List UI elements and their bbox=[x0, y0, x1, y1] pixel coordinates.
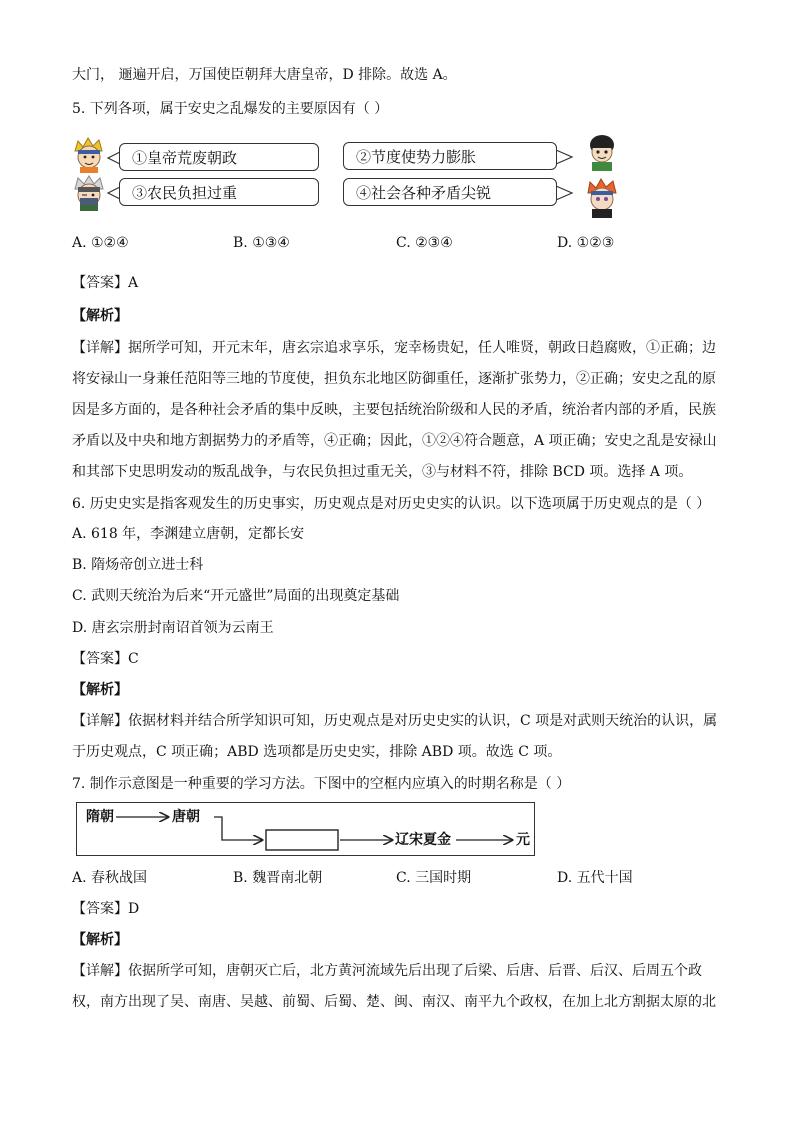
option-a: A. 618 年，李渊建立唐朝，定都长安 bbox=[72, 526, 305, 542]
explanation-line: 因是多方面的，是各种社会矛盾的集中反映，主要包括统治阶级和人民的矛盾，统治者内部的矛盾，民族 bbox=[72, 402, 716, 418]
question-5: 5. 下列各项，属于安史之乱爆发的主要原因有（ ） bbox=[72, 101, 389, 117]
explanation-line: 于历史观点，C 项正确；ABD 选项都是历史史实，排除 ABD 项。故选 C 项。 bbox=[72, 744, 562, 760]
explanation-line: 将安禄山一身兼任范阳等三地的节度使，担负东北地区防御重任，逐渐扩张势力，②正确；安史之乱的原 bbox=[72, 371, 716, 387]
explanation-line: 【详解】据所学可知，开元末年，唐玄宗追求享乐，宠幸杨贵妃，任人唯贤，朝政日趋腐败，①正确；边 bbox=[72, 340, 716, 356]
question-6: 6. 历史史实是指客观发生的历史事实，历史观点是对历史史实的认识。以下选项属于历史观点的是（ ） bbox=[72, 496, 711, 512]
option-d: D. 唐玄宗册封南诏首领为云南王 bbox=[72, 620, 274, 636]
question-7: 7. 制作示意图是一种重要的学习方法。下图中的空框内应填入的时期名称是（ ） bbox=[72, 776, 571, 792]
bubble-4: ④社会各种矛盾尖锐 bbox=[343, 178, 557, 206]
option-b: B. 隋炀帝创立进士科 bbox=[72, 557, 204, 573]
explanation-line: 和其部下史思明发动的叛乱战争，与农民负担过重无关，③与材料不符，排除 BCD 项。选择 A 项。 bbox=[72, 464, 693, 480]
explanation-line: 矛盾以及中央和地方割据势力的矛盾等，④正确；因此，①②④符合题意，A 项正确；安史之乱是安禄山 bbox=[72, 433, 717, 449]
analysis-label: 【解析】 bbox=[72, 682, 128, 698]
answer-label: 【答案】A bbox=[72, 275, 139, 291]
timeline-arrows bbox=[0, 790, 794, 860]
option-d: D. 五代十国 bbox=[557, 870, 633, 886]
analysis-label: 【解析】 bbox=[72, 932, 128, 948]
empty-answer-box bbox=[266, 830, 338, 850]
node-tang: 唐朝 bbox=[172, 809, 200, 825]
explanation-line: 【详解】依据材料并结合所学知识可知，历史观点是对历史史实的认识，C 项是对武则天统治的认识，属 bbox=[72, 713, 718, 729]
bubble-3: ③农民负担过重 bbox=[119, 178, 319, 206]
option-a: A. 春秋战国 bbox=[72, 870, 148, 886]
option-c: C. 三国时期 bbox=[396, 870, 472, 886]
bubble-1: ①皇帝荒废朝政 bbox=[119, 143, 319, 171]
answer-label: 【答案】C bbox=[72, 651, 139, 667]
explanation-line: 【详解】依据所学可知，唐朝灭亡后，北方黄河流域先后出现了后梁、后唐、后晋、后汉、后周五个政 bbox=[72, 963, 702, 979]
node-yuan: 元 bbox=[516, 832, 530, 848]
node-liao-song-xia-jin: 辽宋夏金 bbox=[395, 832, 451, 848]
answer-label: 【答案】D bbox=[72, 901, 140, 917]
node-sui: 隋朝 bbox=[86, 809, 114, 825]
option-c: C. 武则天统治为后来“开元盛世”局面的出现奠定基础 bbox=[72, 588, 400, 604]
option-b: B. ①③④ bbox=[233, 235, 290, 251]
option-c: C. ②③④ bbox=[396, 235, 453, 251]
option-d: D. ①②③ bbox=[557, 235, 615, 251]
option-a: A. ①②④ bbox=[72, 235, 129, 251]
text-line: 大门， 逦遍开启，万国使臣朝拜大唐皇帝，D 排除。故选 A。 bbox=[72, 67, 457, 83]
analysis-label: 【解析】 bbox=[72, 308, 128, 324]
bubble-2: ②节度使势力膨胀 bbox=[343, 142, 557, 170]
option-b: B. 魏晋南北朝 bbox=[233, 870, 323, 886]
explanation-line: 权，南方出现了吴、南唐、吴越、前蜀、后蜀、楚、闽、南汉、南平九个政权，在加上北方割据太原的北 bbox=[72, 994, 716, 1010]
